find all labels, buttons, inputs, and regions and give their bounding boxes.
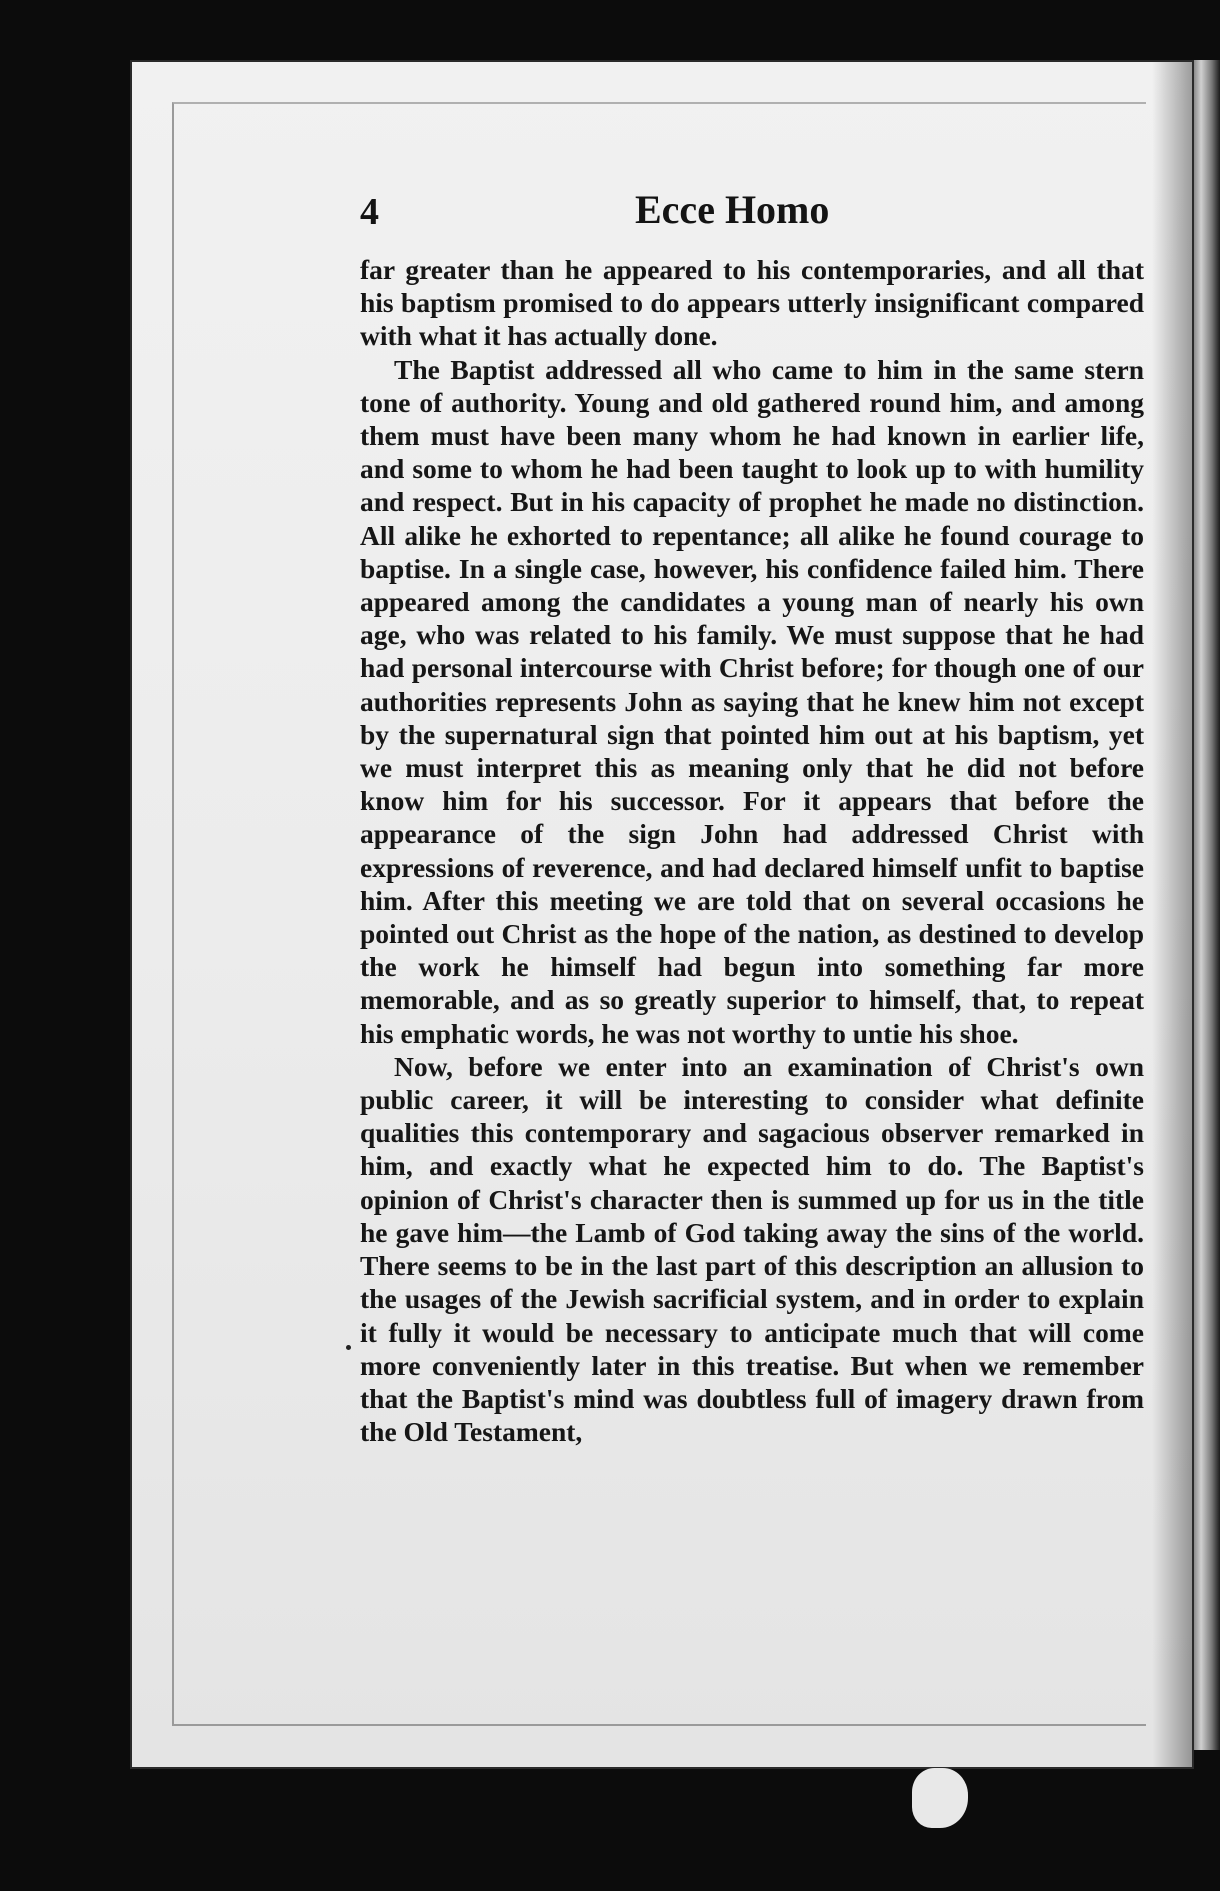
- scan-artifact: [912, 1768, 968, 1828]
- margin-mark: [346, 1345, 351, 1350]
- gutter-shadow: [1152, 62, 1192, 1767]
- page-header: [360, 186, 1140, 236]
- running-title: Ecce Homo: [635, 187, 830, 232]
- page-number: 4: [360, 191, 379, 233]
- paragraph: Now, before we enter into an examination of Christ's own public career, it will be interesting to consider what definite qualities this contemporary and sagacious observer remarked in him, and exactly what he expected him to do. The Baptist's opinion of Christ's character then is summed up for us in the title he gave him—the Lamb of God taking away the sins of the world. There seems to be in the last part of this description an allusion to the usages of the Jewish sacrificial system, and in order to explain it fully it would be necessary to anticipate much that will come more conveniently later in this treatise. But when we remember that the Baptist's mind was doubtless full of imagery drawn from the Old Testament,: [360, 1050, 1144, 1448]
- body-text: [360, 253, 1144, 1448]
- paragraph: The Baptist addressed all who came to him in the same stern tone of authority. Young and old gathered round him, and among them must have been many whom he had known in earlier life, and some to whom he had been taught to look up to with humility and respect. But in his capacity of prophet he made no distinction. All alike he exhorted to repentance; all alike he found courage to baptise. In a single case, however, his confidence failed him. There appeared among the candidates a young man of nearly his own age, who was related to his family. We must suppose that he had had personal intercourse with Christ before; for though one of our authorities represents John as saying that he knew him not except by the supernatural sign that pointed him out at his baptism, yet we must interpret this as meaning only that he did not before know him for his successor. For it appears that before the appearance of the sign John had addressed Christ with expressions of reverence, and had declared himself unfit to baptise him. After this meeting we are told that on several occasions he pointed out Christ as the hope of the nation, as destined to develop the work he himself had begun into something far more memorable, and as so greatly superior to himself, that, to repeat his emphatic words, he was not worthy to untie his shoe.: [360, 353, 1144, 1049]
- paragraph-continued: far greater than he appeared to his contemporaries, and all that his baptism promised to do appears utterly insignificant compared with what it has actually done.: [360, 254, 1144, 352]
